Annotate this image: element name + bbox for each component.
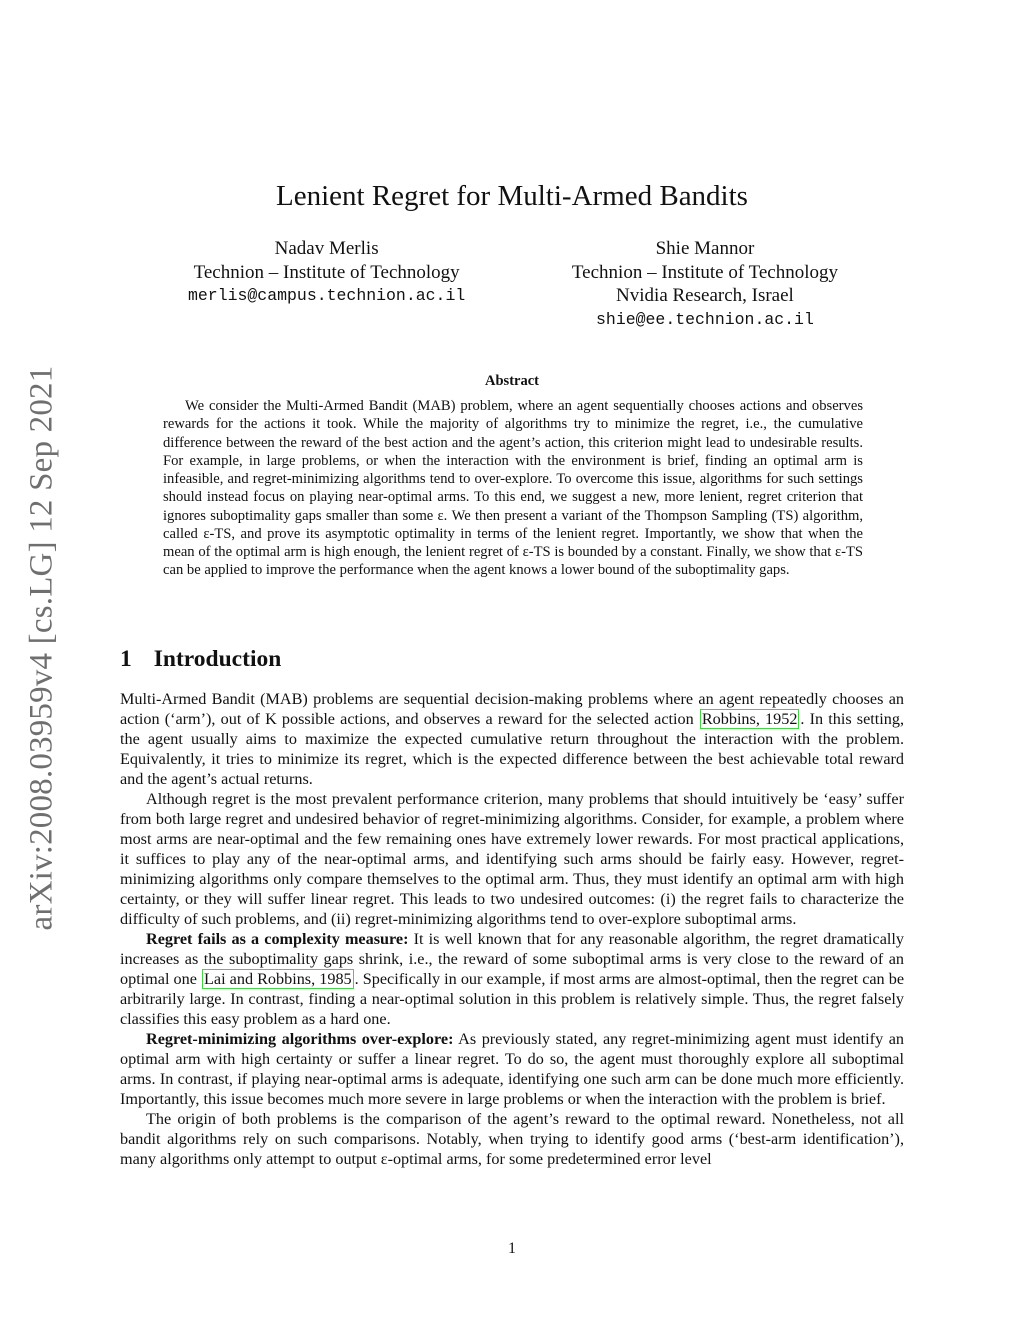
arxiv-identifier-stamp: arXiv:2008.03959v4 [cs.LG] 12 Sep 2021 <box>23 365 60 931</box>
citation-link[interactable]: Robbins, 1952 <box>701 710 798 728</box>
citation-link[interactable]: Lai and Robbins, 1985 <box>204 970 352 988</box>
section-number: 1 <box>120 646 132 672</box>
author-1 <box>188 237 465 331</box>
paragraph-3: Regret fails as a complexity measure: It is well known that for any reasonable algorithm, the regret dramatically increases as the suboptimality gaps shrink, i.e., the reward of some suboptimal arms is very close to the reward of an optimal one Lai and Robbins, 1985 . Specifically in our example, if most arms are almost-optimal, then the regret can be arbitrarily large. In contrast, finding a near-optimal solution in this problem is relatively simple. Thus, the regret falsely classifies this easy problem as a hard one. <box>120 930 905 1028</box>
paragraph-2: Although regret is the most prevalent performance criterion, many problems that should intuitively be ‘easy’ suffer from both large regret and undesired behavior of regret-minimizing algorithms. Consider, for example, a problem where most arms are near-optimal and the few remaining ones have extremely lower rewards. For most practical applications, it suffices to play any of the near-optimal arms, and identifying such arms should be fairly easy. However, regret-minimizing algorithms only compare themselves to the optimal arm. Thus, they must identify an optimal arm with high certainty, or they will suffer linear regret. This leads to two undesired outcomes: (i) the regret fails to characterize the difficulty of such problems, and (ii) regret-minimizing algorithms tend to over-explore suboptimal arms. <box>120 790 904 928</box>
paragraph-5: The origin of both problems is the comparison of the agent’s reward to the optimal reward. Nonetheless, not all bandit algorithms rely on such comparisons. Notably, when trying to identify good arms (‘best-arm identification’), many algorithms only attempt to output ε-optimal arms, for some predetermined error level <box>120 1110 904 1168</box>
author-name: Nadav Merlis <box>274 238 379 259</box>
author-2 <box>572 237 838 331</box>
section-title: Introduction <box>153 646 282 672</box>
author-email: shie@ee.technion.ac.il <box>596 309 814 329</box>
paragraph-lead: Regret-minimizing algorithms over-explore: <box>146 1030 454 1048</box>
paragraph-lead: Regret fails as a complexity measure: <box>146 930 409 948</box>
section-body <box>120 689 904 1169</box>
paragraph-4: Regret-minimizing algorithms over-explore: As previously stated, any regret-minimizing agent must identify an optimal arm with high certainty or suffer a linear regret. To do so, the agent must thoroughly explore all suboptimal arms. In contrast, if playing near-optimal arms is adequate, identifying one such arm can be done much more efficiently. Importantly, this issue becomes much more severe in large problems or when the interaction with the problem is brief. <box>120 1030 904 1108</box>
author-email: merlis@campus.technion.ac.il <box>188 286 466 305</box>
abstract-heading: Abstract <box>485 373 539 389</box>
section-heading <box>120 646 281 673</box>
author-affiliation: Technion – Institute of Technology <box>571 261 838 283</box>
paragraph-1: Multi-Armed Bandit (MAB) problems are sequential decision-making problems where an agent repeatedly chooses an action (‘arm’), out of K possible actions, and observes a reward for the selected action Robbins, 1952 . In this setting, the agent usually aims to maximize the expected cumulative return throughout the interaction with the problem. Equivalently, it tries to minimize its regret, which is the expected difference between the best achievable total reward and the agent’s actual returns. <box>120 690 905 788</box>
author-affiliation: Technion – Institute of Technology <box>193 261 460 283</box>
author-block <box>188 237 838 331</box>
abstract-text: We consider the Multi-Armed Bandit (MAB) problem, where an agent sequentially chooses actions and observes rewards for the actions it took. While the majority of algorithms try to minimize the regret, i.e., the cumulative difference between the reward of the best action and the agent’s action, this criterion might lead to undesirable results. For example, in large problems, or when the interaction with the environment is brief, finding an optimal arm is infeasible, and regret-minimizing algorithms tend to over-explore. To overcome this issue, algorithms for such settings should instead focus on playing near-optimal arms. To this end, we suggest a new, more lenient, regret criterion that ignores suboptimality gaps smaller than some ε. We then present a variant of the Thompson Sampling (TS) algorithm, called ε-TS, and prove its asymptotic optimality in terms of the lenient regret. Importantly, we show that when the mean of the optimal arm is high enough, the lenient regret of ε-TS is bounded by a constant. Finally, we show that ε-TS can be applied to improve the performance when the agent knows a lower bound of the suboptimality gaps. <box>163 398 863 579</box>
author-affiliation-secondary: Nvidia Research, Israel <box>616 285 794 306</box>
author-name: Shie Mannor <box>655 238 755 259</box>
page-number: 1 <box>508 1240 516 1257</box>
paper-title: Lenient Regret for Multi-Armed Bandits <box>276 180 748 212</box>
